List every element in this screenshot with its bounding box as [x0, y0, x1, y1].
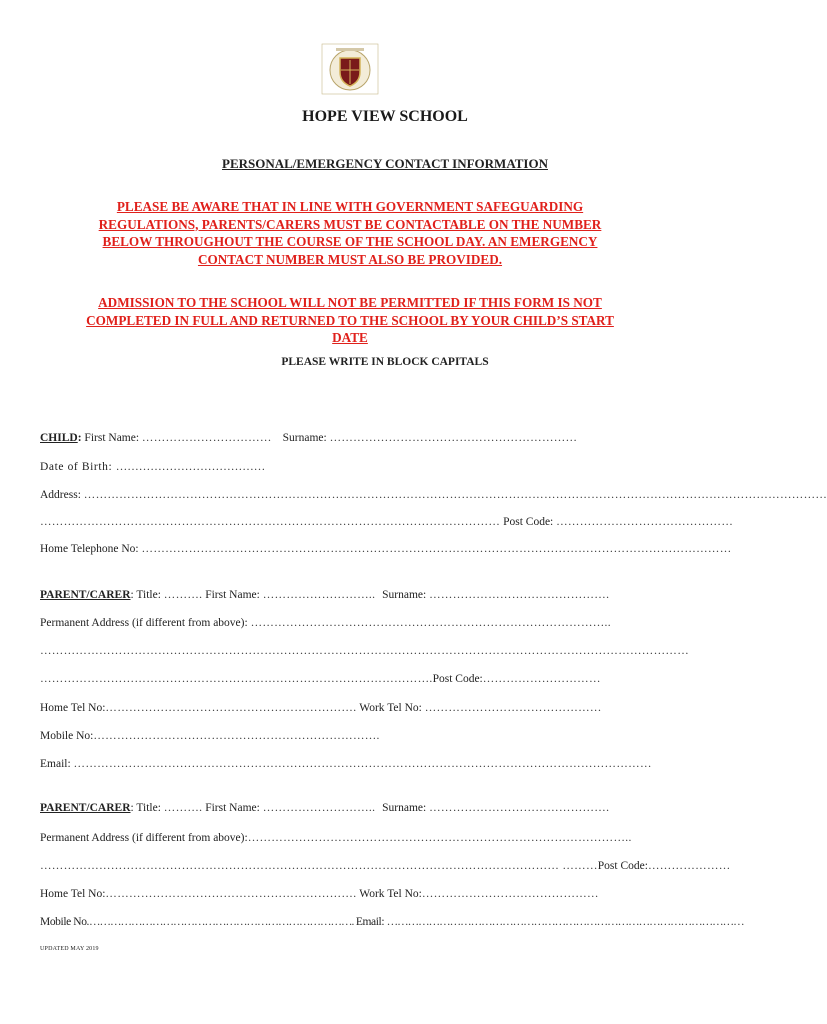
child-heading: CHILD — [40, 432, 78, 444]
parent2-address2-row — [40, 860, 731, 872]
parent2-home-tel-field[interactable]: ………………………………………………………. — [105, 888, 357, 900]
school-name: HOPE VIEW SCHOOL — [302, 108, 468, 125]
surname-label: Surname: — [382, 589, 427, 601]
parent1-mobile-field[interactable]: ………………………………………………………………. — [93, 730, 380, 742]
parent1-address3-row — [40, 673, 660, 685]
parent1-surname-field[interactable]: ………………………………………. — [429, 589, 610, 601]
parent1-email-field[interactable]: ………………………………………………………………………………………………………………………………… — [73, 758, 652, 770]
surname-label: Surname: — [382, 802, 427, 814]
parent2-address-field[interactable]: …………………………………………………………………………………….. — [247, 832, 632, 844]
notice-line: BELOW THROUGHOUT THE COURSE OF THE SCHOOL DAY. AN EMERGENCY — [102, 234, 598, 249]
first-name-label: First Name: — [205, 802, 260, 814]
parent1-first-name-field[interactable]: ……………………….. — [262, 589, 376, 601]
home-telephone-label: Home Telephone No: — [40, 543, 139, 555]
parent2-address-line2-field[interactable]: …………………………………………………………………………………………………………………… ……… — [40, 860, 598, 872]
parent1-name-row: PARENT/CARER: Title: ………. First Name: ……………………….. Surname: ………………………………………. — [40, 589, 610, 601]
address-label: Address: — [40, 489, 81, 501]
child-home-tel-row — [40, 543, 732, 555]
parent1-work-tel-field[interactable]: ……………………………………… — [424, 702, 602, 714]
child-address-field[interactable]: ……………………………………………………………………………………………………………………………………………………………………… — [83, 489, 827, 501]
notice-line: PLEASE BE AWARE THAT IN LINE WITH GOVERNMENT SAFEGUARDING — [116, 199, 584, 214]
mobile-label: Mobile No: — [40, 730, 94, 742]
safeguarding-notice — [40, 198, 660, 268]
child-home-tel-field[interactable]: …………………………………………………………………………………………………………………………………… — [141, 543, 732, 555]
child-name-row: CHILD: First Name: …………………………… Surname: ……………………………………………………… — [40, 432, 578, 444]
parent1-address-field[interactable]: ……………………………………………………………………………….. — [250, 617, 611, 629]
child-address2-row — [40, 516, 734, 528]
child-address-row — [40, 489, 827, 501]
dob-label: Date of Birth: — [40, 461, 113, 473]
child-surname-field[interactable]: ……………………………………………………… — [329, 432, 578, 444]
permanent-address-label: Permanent Address (if different from above): — [40, 617, 248, 629]
parent2-mobile-email-row — [40, 916, 744, 928]
child-address-line2-field[interactable]: ……………………………………………………………………………………………………… — [40, 516, 501, 528]
parent1-home-tel-field[interactable]: ………………………………………………………. — [105, 702, 357, 714]
first-name-label: First Name: — [84, 432, 140, 444]
child-first-name-field[interactable]: …………………………… — [141, 432, 272, 444]
parent1-title-field[interactable]: ………. — [163, 589, 203, 601]
notice-line: REGULATIONS, PARENTS/CARERS MUST BE CONTACTABLE ON THE NUMBER — [98, 216, 602, 232]
surname-label: Surname: — [282, 432, 327, 444]
first-name-label: First Name: — [205, 589, 260, 601]
work-tel-label: Work Tel No: — [359, 888, 422, 900]
home-tel-label: Home Tel No: — [40, 702, 106, 714]
admission-notice — [40, 294, 660, 347]
parent-heading: PARENT/CARER — [40, 802, 131, 814]
parent2-tel-row — [40, 888, 660, 900]
parent2-name-row: PARENT/CARER: Title: ………. First Name: ……………………….. Surname: ………………………………………. — [40, 802, 610, 814]
parent2-address-row — [40, 832, 660, 844]
parent2-title-field[interactable]: ………. — [163, 802, 203, 814]
school-crest-icon — [322, 44, 378, 94]
form-title: PERSONAL/EMERGENCY CONTACT INFORMATION — [222, 156, 548, 171]
parent2-surname-field[interactable]: ………………………………………. — [429, 802, 610, 814]
updated-date: UPDATED MAY 2019 — [40, 946, 99, 952]
parent2-work-tel-field[interactable]: ……………………………………… — [421, 888, 599, 900]
post-code-label: Post Code: — [503, 516, 554, 528]
child-post-code-field[interactable]: ……………………………………… — [556, 516, 734, 528]
post-code-label: Post Code: — [597, 860, 648, 872]
parent2-email-field[interactable]: ………………………………………………………………………………………… — [386, 916, 744, 928]
parent1-address2-row — [40, 645, 689, 657]
parent1-email-row — [40, 758, 660, 770]
notice-line: COMPLETED IN FULL AND RETURNED TO THE SCHOOL BY YOUR CHILD’S START — [86, 312, 614, 328]
parent1-mobile-row — [40, 730, 660, 742]
notice-line: CONTACT NUMBER MUST ALSO BE PROVIDED. — [197, 251, 503, 267]
parent-heading: PARENT/CARER — [40, 589, 131, 601]
permanent-address-label: Permanent Address (if different from above): — [40, 832, 248, 844]
parent2-post-code-field[interactable]: ………………… — [647, 860, 731, 872]
post-code-label: Post Code: — [432, 673, 483, 685]
mobile-label: Mobile No. — [40, 916, 90, 928]
home-tel-label: Home Tel No: — [40, 888, 106, 900]
parent1-tel-row — [40, 702, 660, 714]
email-label: Email: — [40, 758, 71, 770]
child-dob-field[interactable]: ………………………………… — [115, 461, 266, 473]
parent2-first-name-field[interactable]: ……………………….. — [262, 802, 376, 814]
block-capitals-instruction: PLEASE WRITE IN BLOCK CAPITALS — [281, 356, 489, 368]
parent1-post-code-field[interactable]: ………………………… — [482, 673, 601, 685]
parent1-address-line2-field[interactable]: ………………………………………………………………………………………………………………………………………………… — [40, 645, 689, 657]
parent2-mobile-field[interactable]: …………………………………………………………………. — [89, 916, 354, 928]
parent1-address-line3-field[interactable]: ………………………………………………………………………………………. — [40, 673, 433, 685]
notice-line: DATE — [332, 330, 368, 345]
email-label: Email: — [355, 916, 385, 928]
child-dob-row — [40, 461, 660, 473]
notice-line: ADMISSION TO THE SCHOOL WILL NOT BE PERMITTED IF THIS FORM IS NOT — [98, 295, 602, 310]
parent1-address-row — [40, 617, 660, 629]
work-tel-label: Work Tel No: — [359, 702, 422, 714]
